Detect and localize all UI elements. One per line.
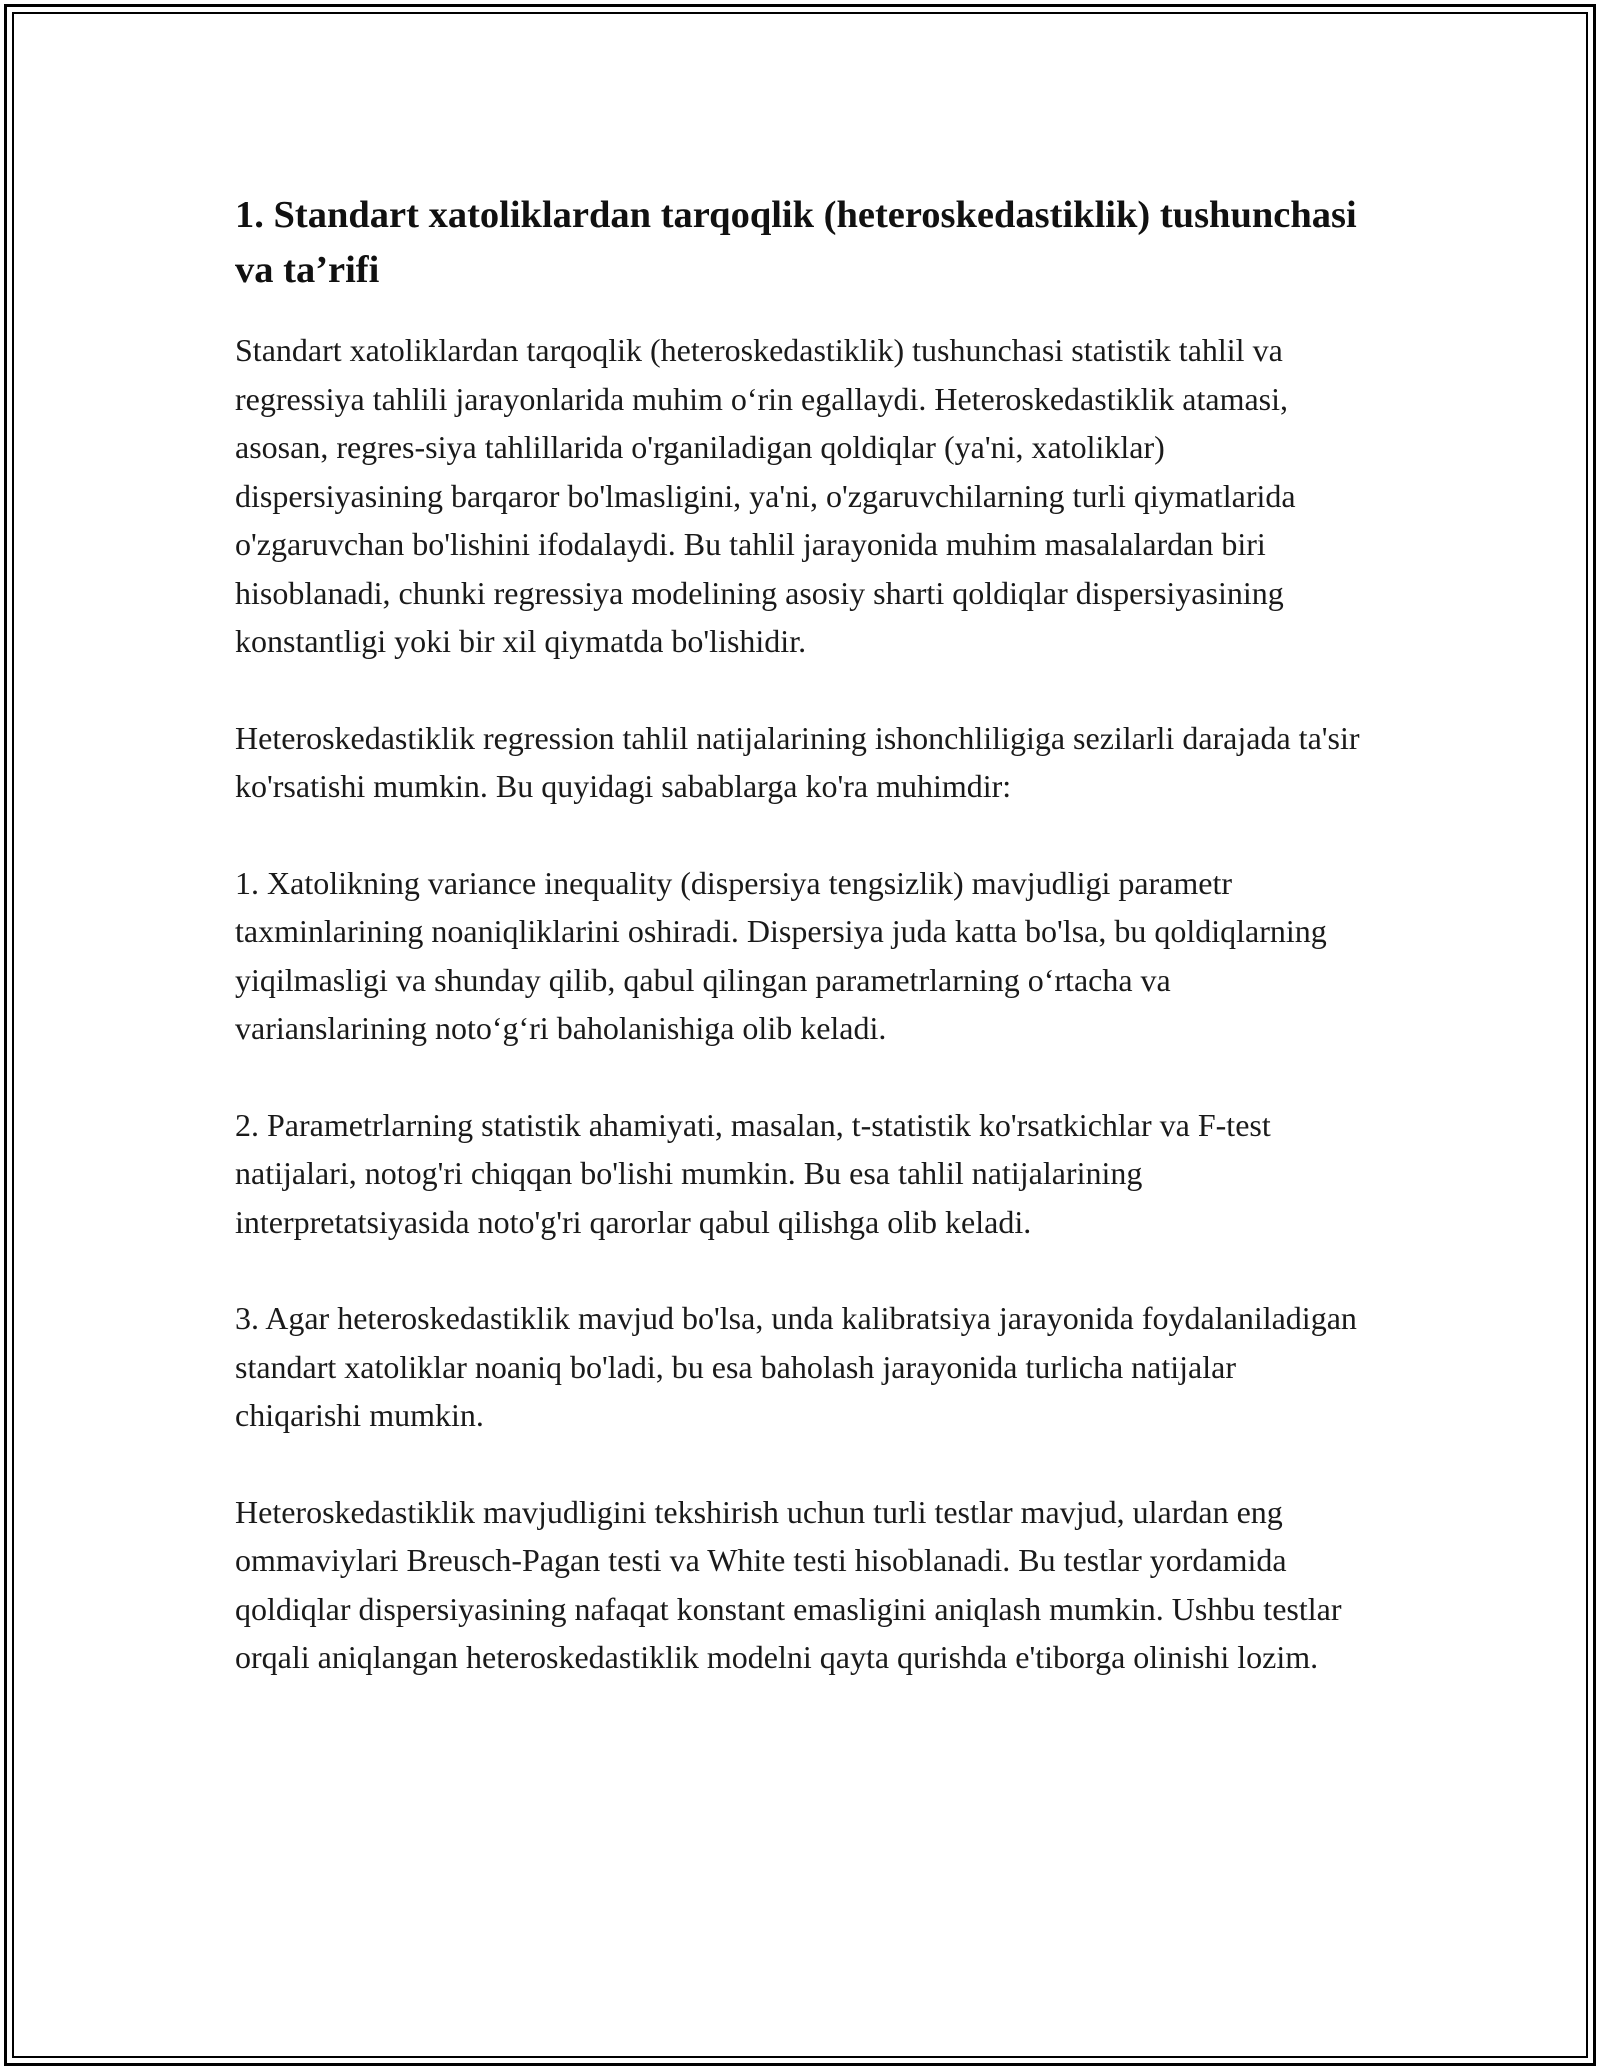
document-body — [235, 188, 1365, 1730]
paragraph-importance: Heteroskedastiklik regression tahlil natijalarining ishonchliligiga sezilarli darajada ta'sir ko'rsatishi mumkin. Bu quyidagi sabablarga ko'ra muhimdir: — [235, 719, 1360, 804]
list-item-2: 2. Parametrlarning statistik ahamiyati, masalan, t-statistik ko'rsatkichlar va F-test natijalari, notog'ri chiqqan bo'lishi mumkin. Bu esa tahlil natijalarining interpretatsiyasida noto'g'ri qarorlar qabul qilishga olib keladi. — [235, 1106, 1271, 1240]
list-item-3: 3. Agar heteroskedastiklik mavjud bo'lsa, unda kalibratsiya jarayonida foydalaniladigan standart xatoliklar noaniq bo'ladi, bu esa baholash jarayonida turlicha natijalar chiqarishi mumkin. — [235, 1300, 1357, 1433]
paragraph-intro: Standart xatoliklardan tarqoqlik (heteroskedastiklik) tushunchasi statistik tahlil va regressiya tahlili jarayonlarida muhim o‘rin egallaydi. Heteroskedastiklik atamasi, asosan, regres-siya tahlillarida o'rganiladigan qoldiqlar (ya'ni, xatoliklar) dispersiyasining barqaror bo'lmasligini, ya'ni, o'zgaruvchilarning turli qiymatlarida o'zgaruvchan bo'lishini ifodalaydi. Bu tahlil jarayonida muhim masalalardan biri hisoblanadi, chunki regressiya modelining asosiy sharti qoldiqlar dispersiyasining konstantligi yoki bir xil qiymatda bo'lishidir. — [235, 332, 1296, 659]
section-heading: 1. Standart xatoliklardan tarqoqlik (heteroskedastiklik) tushunchasi va ta’rifi — [235, 194, 1357, 291]
list-item-1: 1. Xatolikning variance inequality (dispersiya tengsizlik) mavjudligi parametr taxminlarining noaniqliklarini oshiradi. Dispersiya juda katta bo'lsa, bu qoldiqlarning yiqilmasligi va shunday qilib, qabul qilingan parametrlarning o‘rtacha va varianslarining noto‘g‘ri baholanishiga olib keladi. — [235, 864, 1327, 1046]
paragraph-tests: Heteroskedastiklik mavjudligini tekshirish uchun turli testlar mavjud, ulardan eng ommaviylari Breusch-Pagan testi va White testi hisoblanadi. Bu testlar yordamida qoldiqlar dispersiyasining nafaqat konstant emasligini aniqlash mumkin. Ushbu testlar orqali aniqlangan heteroskedastiklik modelni qayta qurishda e'tiborga olinishi lozim. — [235, 1493, 1342, 1675]
